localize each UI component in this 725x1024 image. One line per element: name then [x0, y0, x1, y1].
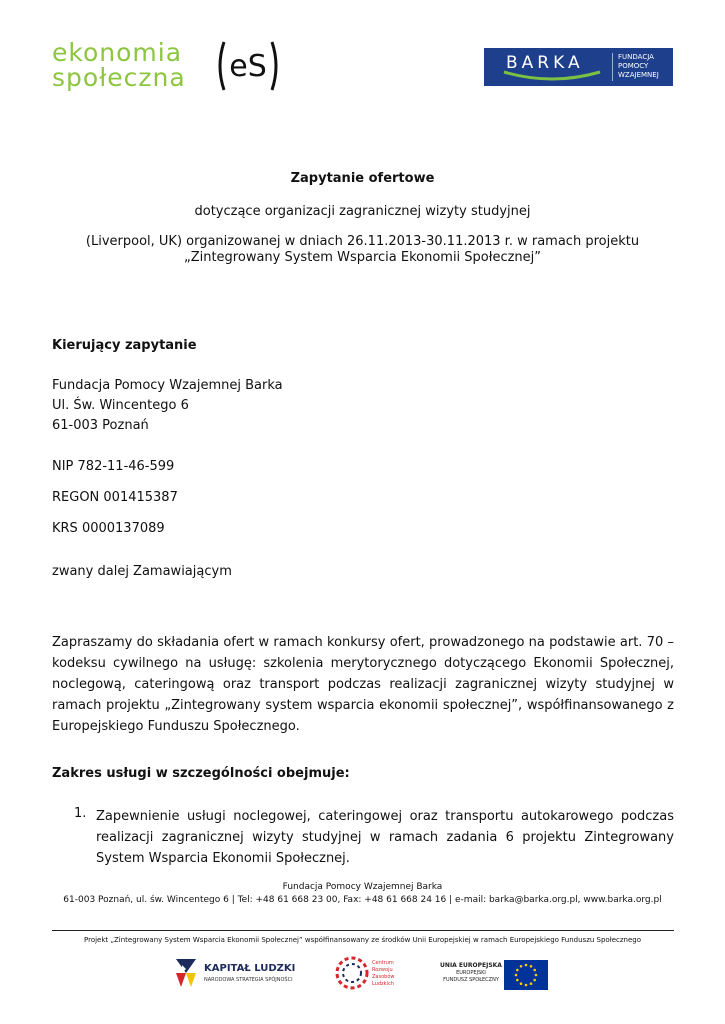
- footer-contact: 61-003 Poznań, ul. św. Wincentego 6 | Tel: +48 61 668 23 00, Fax: +48 61 668 24 16 | e-mail: barka@barka.org.pl, www.barka.org.pl: [63, 895, 662, 905]
- barka-logo: [484, 48, 673, 86]
- eu-logo-text: [440, 962, 502, 984]
- crzl-text-line: Zasobów: [372, 974, 395, 980]
- barka-logo-divider: [612, 53, 613, 81]
- eu-logo: [440, 960, 550, 994]
- scope-heading: Zakres usługi w szczególności obejmuje:: [52, 766, 350, 781]
- list-item-text: Zapewnienie usługi noclegowej, cateringowej oraz transportu autokarowego podczas realizacji zagranicznej wizyty studyjnej w ramach zadania 6 projektu Zintegrowany System Wsparcia Ekonomii Społecznej.: [96, 809, 674, 866]
- kapital-ludzki-sub: NARODOWA STRATEGIA SPÓJNOŚCI: [204, 977, 293, 983]
- eu-logo-line1: UNIA EUROPEJSKA: [440, 962, 502, 969]
- barka-logo-name: BARKA: [506, 53, 584, 73]
- requester-heading: Kierujący zapytanie: [52, 338, 197, 353]
- subtitle-line: (Liverpool, UK) organizowanej w dniach 26.11.2013-30.11.2013 r. w ramach projektu: [85, 234, 640, 249]
- subtitle-line: „Zintegrowany System Wsparcia Ekonomii Społecznej”: [183, 250, 542, 265]
- requester-alias: zwany dalej Zamawiającym: [52, 564, 232, 579]
- es-logo-mark: [214, 38, 282, 94]
- es-logo-mark-text: eS: [229, 49, 267, 84]
- crzl-text-line: Ludzkich: [372, 981, 394, 987]
- list-item-number: 1.: [74, 806, 87, 821]
- invitation-paragraph: Zapraszamy do składania ofert w ramach konkursy ofert, prowadzonego na podstawie art. 70 – kodeksu cywilnego na usługę: szkolenia merytorycznego dotyczącego Ekonomii Społecznej, noclegową, cateringową oraz transport podczas realizacji zagranicznej wizyty studyjnej w ramach projektu „Zintegrowany system wsparcia ekonomii społecznej”, współfinansowanego z Europejskiego Funduszu Społecznego.: [52, 635, 674, 734]
- nip-number: NIP 782-11-46-599: [52, 459, 175, 474]
- address-line: Fundacja Pomocy Wzajemnej Barka: [52, 378, 283, 393]
- kapital-ludzki-name: KAPITAŁ LUDZKI: [204, 963, 296, 974]
- footer-organization: Fundacja Pomocy Wzajemnej Barka: [282, 882, 443, 892]
- kapital-ludzki-icon: [172, 955, 200, 991]
- barka-sub-line: POMOCY: [618, 62, 649, 70]
- crzl-logo: [334, 955, 404, 991]
- footer-divider: [52, 930, 674, 931]
- address-line: Ul. Św. Wincentego 6: [52, 398, 189, 413]
- regon-number: REGON 001415387: [52, 490, 178, 505]
- eu-flag-icon: [504, 960, 548, 990]
- krs-number: KRS 0000137089: [52, 521, 165, 536]
- address-line: 61-003 Poznań: [52, 418, 149, 433]
- barka-sub-line: FUNDACJA: [618, 53, 654, 61]
- eu-logo-line3: FUNDUSZ SPOŁECZNY: [443, 977, 499, 983]
- kapital-ludzki-logo: [172, 955, 302, 991]
- ekonomia-spoleczna-logo: [52, 40, 186, 90]
- footer-project-note: Projekt „Zintegrowany System Wsparcia Ekonomii Społecznej” współfinansowany ze środków Unii Europejskiej w ramach Europejskiego Funduszu Społecznego: [84, 936, 641, 944]
- es-logo-line1: ekonomia: [52, 38, 183, 67]
- barka-sub-line: WZAJEMNEJ: [618, 71, 659, 79]
- crzl-text-line: Centrum: [372, 960, 394, 966]
- barka-logo-subtitle: [618, 53, 659, 80]
- crzl-icon: [334, 955, 404, 991]
- document-title: Zapytanie ofertowe: [290, 171, 435, 186]
- eu-logo-line2: EUROPEJSKI: [456, 970, 486, 976]
- barka-arc-icon: [502, 70, 602, 84]
- es-logo-line2: społeczna: [52, 63, 186, 92]
- subtitle-line: dotyczące organizacji zagranicznej wizyty studyjnej: [194, 204, 531, 219]
- crzl-text-line: Rozwoju: [372, 967, 393, 973]
